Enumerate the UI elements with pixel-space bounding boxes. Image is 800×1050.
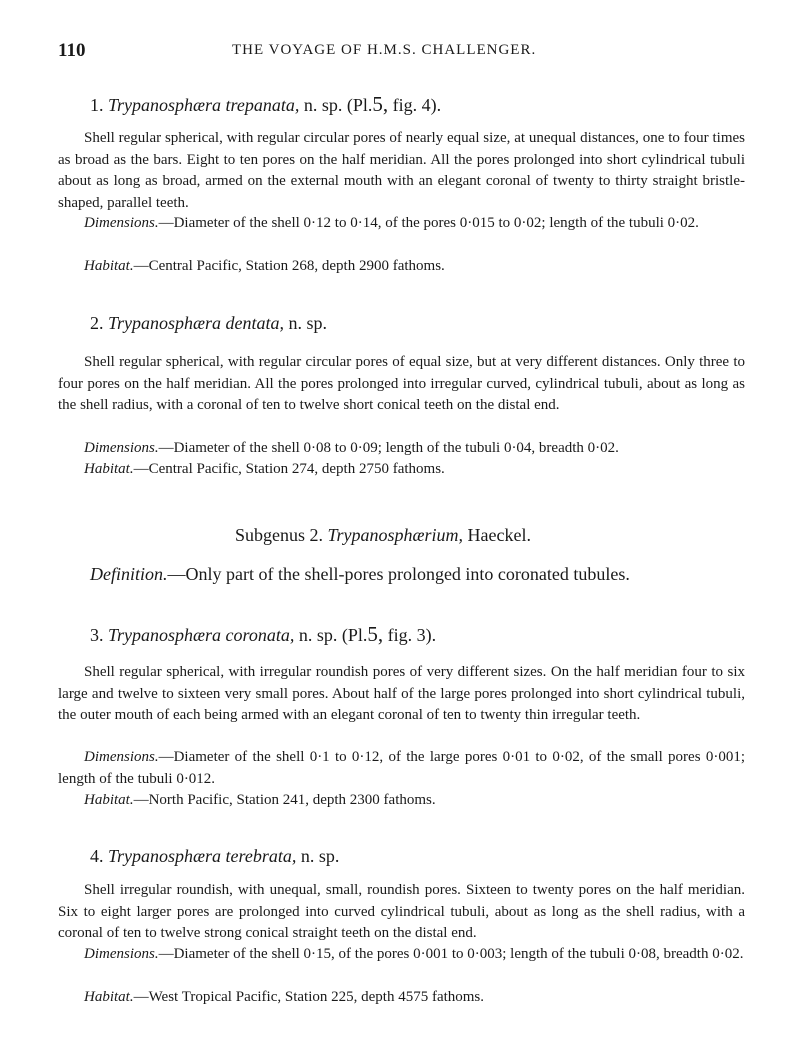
running-title: THE VOYAGE OF H.M.S. CHALLENGER.	[232, 42, 537, 58]
subgenus-definition: Definition.—Only part of the shell-pores prolonged into coronated tubules.	[90, 564, 630, 584]
species-description-2: Shell regular spherical, with regular circular pores of equal size, but at very different distances. Only three to four pores on the half meridian. All the pores prolonged into irregular curved, cylindrical tubuli, about as long as the shell radius, with a coronal of ten to twelve short conical teeth on the distal end.	[58, 354, 745, 414]
page-number: 110	[58, 40, 86, 61]
species-heading-1: 1. Trypanosphæra trepanata, n. sp. (Pl.5, fig. 4).	[90, 92, 442, 116]
species-habitat-3: Habitat.—North Pacific, Station 241, depth 2300 fathoms.	[84, 792, 436, 808]
species-name: Trypanosphæra terebrata,	[108, 846, 297, 866]
species-habitat-1: Habitat.—Central Pacific, Station 268, depth 2900 fathoms.	[84, 258, 445, 274]
species-dimensions-3: Dimensions.—Diameter of the shell 0·1 to 0·12, of the large pores 0·01 to 0·02, of the small pores 0·001; length of the tubuli 0·012.	[58, 749, 745, 787]
species-name: Trypanosphæra dentata,	[108, 313, 285, 333]
species-habitat-2: Habitat.—Central Pacific, Station 274, depth 2750 fathoms.	[84, 461, 445, 477]
subgenus-heading: Subgenus 2. Trypanosphærium, Haeckel.	[235, 525, 532, 545]
species-dimensions-2: Dimensions.—Diameter of the shell 0·08 to 0·09; length of the tubuli 0·04, breadth 0·02.	[84, 440, 619, 456]
species-heading-2: 2. Trypanosphæra dentata, n. sp.	[90, 313, 328, 333]
page-header	[58, 40, 758, 64]
species-name: Trypanosphæra coronata,	[108, 625, 295, 645]
species-description-1: Shell regular spherical, with regular circular pores of nearly equal size, at unequal distances, one to four times as broad as the bars. Eight to ten pores on the half meridian. All the pores prolonged into short cylindrical tubuli about as long as broad, armed on the external mouth with an elegant coronal of twenty to thirty straight bristle-shaped, parallel teeth.	[58, 130, 745, 211]
species-heading-3: 3. Trypanosphæra coronata, n. sp. (Pl.5, fig. 3).	[90, 622, 437, 646]
species-heading-4: 4. Trypanosphæra terebrata, n. sp.	[90, 846, 340, 866]
species-dimensions-4: Dimensions.—Diameter of the shell 0·15, of the pores 0·001 to 0·003; length of the tubuli 0·08, breadth 0·02.	[84, 946, 744, 962]
species-dimensions-1: Dimensions.—Diameter of the shell 0·12 to 0·14, of the pores 0·015 to 0·02; length of the tubuli 0·02.	[84, 215, 699, 231]
species-description-3: Shell regular spherical, with irregular roundish pores of very different sizes. On the half meridian four to six large and twelve to sixteen very small pores. About half of the large pores prolonged into short cylindrical tubuli, the outer mouth of each being armed with an elegant coronal of ten to twenty thin irregular teeth.	[58, 664, 745, 724]
species-name: Trypanosphæra trepanata,	[108, 95, 300, 115]
species-habitat-4: Habitat.—West Tropical Pacific, Station 225, depth 4575 fathoms.	[84, 989, 485, 1005]
species-description-4: Shell irregular roundish, with unequal, small, roundish pores. Sixteen to twenty pores on the half meridian. Six to eight larger pores are prolonged into curved cylindrical tubuli, about as long as the shell radius, with a coronal of ten to twelve strong conical straight teeth on the distal end.	[58, 882, 745, 942]
